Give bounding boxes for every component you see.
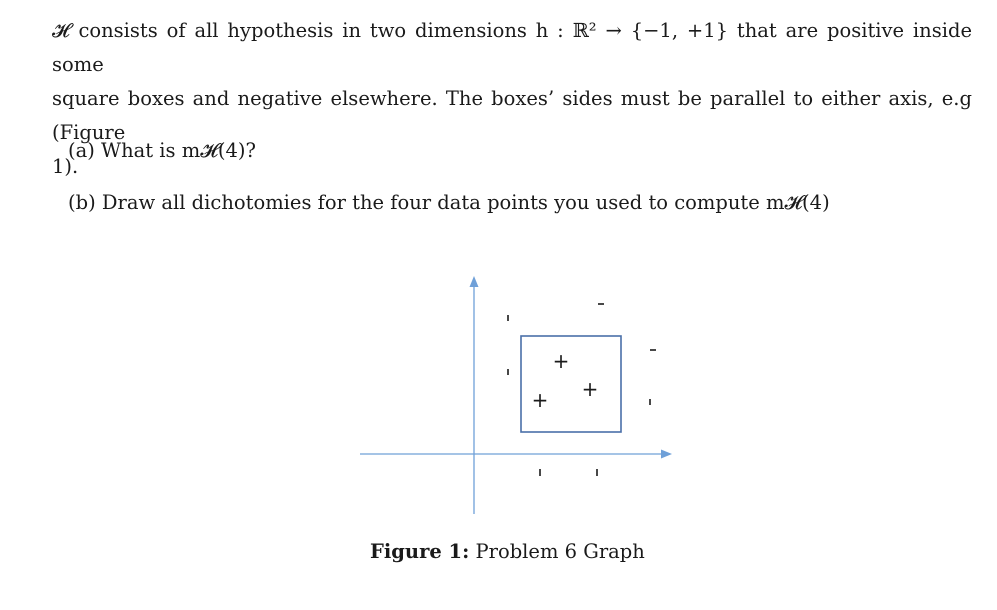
question-a-label: (a) <box>68 139 95 162</box>
question-a-text: What is m𝓗(4)? <box>101 139 256 162</box>
question-b-text: Draw all dichotomies for the four data points you used to compute m𝓗(4) <box>101 191 830 214</box>
problem-line-1: 𝓗 consists of all hypothesis in two dimensions h : ℝ² → {−1, +1} that are positive inside some <box>52 19 972 76</box>
figure-caption-text: Problem 6 Graph <box>475 540 645 563</box>
positive-point: + <box>531 388 549 412</box>
problem-line-2: square boxes and negative elsewhere. The boxes’ sides must be parallel to either axis, e.g (Figure <box>52 87 972 144</box>
x-axis-arrow <box>661 450 672 459</box>
positive-point: + <box>581 377 599 401</box>
question-b-label: (b) <box>68 191 96 214</box>
positive-box <box>521 336 621 432</box>
positive-point: + <box>552 349 570 373</box>
figure-caption-label: Figure 1: <box>370 540 470 563</box>
problem-line-3: 1). <box>52 155 79 178</box>
figure-caption <box>370 540 645 563</box>
y-axis-arrow <box>470 276 479 287</box>
